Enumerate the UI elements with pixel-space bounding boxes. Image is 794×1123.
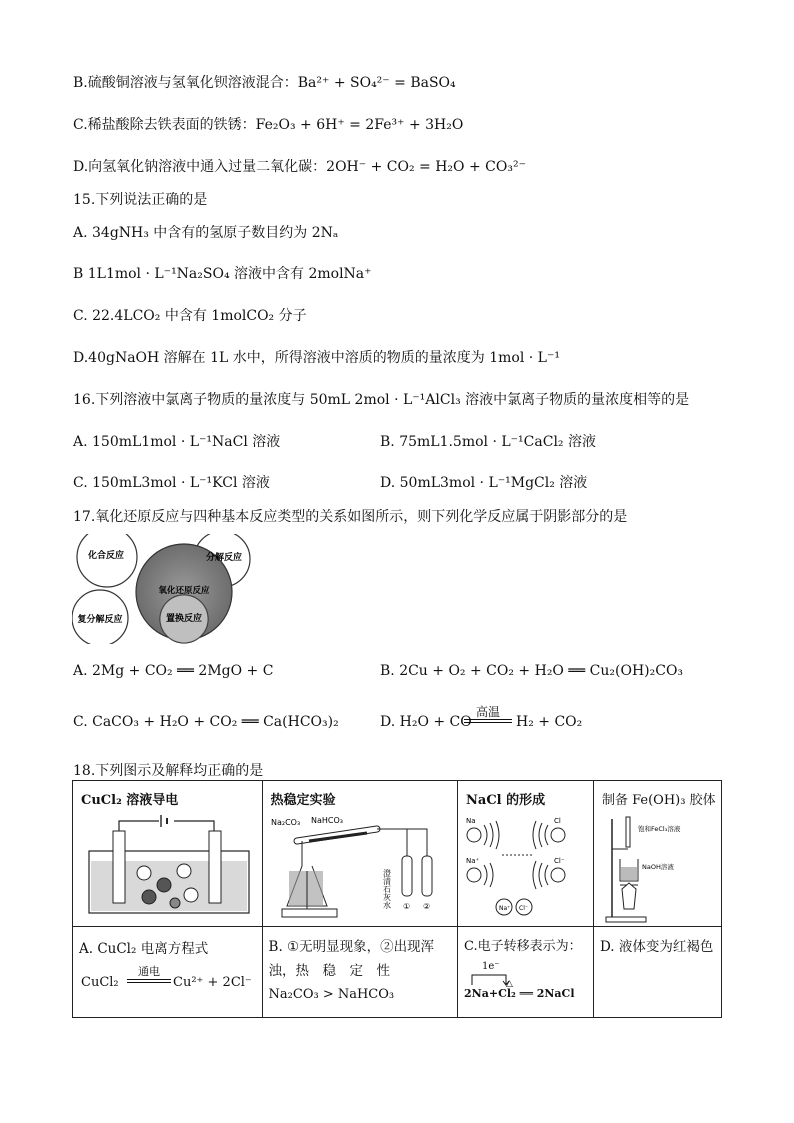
label-decomposition: 分解反应 <box>205 553 243 563</box>
svg-text:Na⁺: Na⁺ <box>466 857 480 865</box>
q17-d-products: H₂ + CO₂ <box>516 714 583 730</box>
eq-a-right: Cu²⁺ + 2Cl⁻ <box>173 975 252 990</box>
q16-option-a: A. 150mL1mol · L⁻¹NaCl 溶液 <box>73 434 281 450</box>
label-nahco3: NaHCO₃ <box>310 816 343 825</box>
q15-option-d: D.40gNaOH 溶解在 1L 水中，所得溶液中溶质的物质的量浓度为 1mol · L⁻¹ <box>73 350 560 366</box>
label-double-displacement: 复分解反应 <box>77 615 123 625</box>
colloid-figure <box>598 809 718 925</box>
q15-option-b: B 1L1mol · L⁻¹Na₂SO₄ 溶液中含有 2molNa⁺ <box>73 266 372 282</box>
cell-colloid-figure <box>593 781 721 927</box>
q14-option-c: C.稀盐酸除去铁表面的铁锈：Fe₂O₃ + 6H⁺ = 2Fe³⁺ + 3H₂O <box>73 117 464 133</box>
svg-text:Na⁺: Na⁺ <box>499 905 511 912</box>
label-tube-2: ② <box>422 902 430 911</box>
electrolysis-figure <box>79 811 259 921</box>
q15-stem: 15.下列说法正确的是 <box>73 192 208 208</box>
q14-option-d: D.向氢氧化钠溶液中通入过量二氧化碳：2OH⁻ + CO₂ = H₂O + CO₃²⁻ <box>73 159 526 175</box>
eq-a-line <box>127 979 171 980</box>
eq-a-left: CuCl₂ <box>81 975 119 990</box>
option-d-text: D. 液体变为红褐色 <box>599 939 714 955</box>
label-fecl3: 饱和FeCl₃溶液 <box>637 825 681 833</box>
cell-option-a <box>73 927 263 1018</box>
option-b-text: B. ①无明显现象，②出现浑浊，热 稳 定 性 <box>268 939 435 979</box>
q17-option-a: A. 2Mg + CO₂ ══ 2MgO + C <box>73 663 274 679</box>
svg-text:Cl: Cl <box>554 817 561 825</box>
electron-arrow <box>466 971 526 987</box>
q14-option-b: B.硫酸铜溶液与氢氧化钡溶液混合：Ba²⁺ + SO₄²⁻ = BaSO₄ <box>73 75 456 91</box>
eq-a-cond: 通电 <box>138 965 160 978</box>
cell-cucl2-figure <box>73 781 263 927</box>
label-limewater: 澄清石灰水 <box>382 869 392 909</box>
cell-option-d <box>593 927 721 1018</box>
header-colloid: 制备 Fe(OH)₃ 胶体 <box>601 793 716 808</box>
q17-d-condition: 高温 <box>475 705 500 719</box>
q17-d-equals-line2 <box>464 722 512 723</box>
svg-text:Cl⁻: Cl⁻ <box>554 857 565 865</box>
label-tube-1: ① <box>402 902 410 911</box>
label-redox: 氧化还原反应 <box>158 586 210 596</box>
reaction-type-venn-diagram <box>72 534 262 644</box>
svg-text:Cl⁻: Cl⁻ <box>519 905 529 912</box>
label-displacement: 置换反应 <box>165 614 203 624</box>
thermal-stability-figure <box>267 811 455 923</box>
cell-nacl-figure <box>458 781 594 927</box>
c-delta: △ <box>506 979 513 989</box>
label-naoh: NaOH溶液 <box>641 863 674 871</box>
svg-text:Na: Na <box>466 817 476 825</box>
q17-d-reactants: D. H₂O + CO <box>380 714 472 730</box>
q16-stem: 16.下列溶液中氯离子物质的量浓度与 50mL 2mol · L⁻¹AlCl₃ 溶液中氯离子物质的量浓度相等的是 <box>73 392 690 408</box>
header-cucl2: CuCl₂ 溶液导电 <box>81 793 179 808</box>
q18-table <box>72 780 722 1018</box>
cell-thermal-figure <box>262 781 457 927</box>
q15-option-c: C. 22.4LCO₂ 中含有 1molCO₂ 分子 <box>73 308 307 324</box>
q16-option-c: C. 150mL3mol · L⁻¹KCl 溶液 <box>73 475 270 491</box>
q17-option-b: B. 2Cu + O₂ + CO₂ + H₂O ══ Cu₂(OH)₂CO₃ <box>380 663 684 679</box>
eq-a-line2 <box>127 982 171 983</box>
nacl-formation-figure <box>462 813 590 923</box>
cell-option-b <box>262 927 457 1018</box>
option-c-text: C.电子转移表示为： <box>464 939 582 954</box>
label-na2co3: Na₂CO₃ <box>270 818 300 827</box>
q15-option-a: A. 34gNH₃ 中含有的氢原子数目约为 2Nₐ <box>73 225 339 241</box>
cell-option-c <box>458 927 594 1018</box>
q17-d-equals-line <box>464 719 512 720</box>
q16-option-d: D. 50mL3mol · L⁻¹MgCl₂ 溶液 <box>380 475 588 491</box>
q16-option-b: B. 75mL1.5mol · L⁻¹CaCl₂ 溶液 <box>380 434 596 450</box>
q17-stem: 17.氧化还原反应与四种基本反应类型的关系如图所示，则下列化学反应属于阴影部分的是 <box>73 509 628 525</box>
c-equation: 2Na+Cl₂ ══ 2NaCl <box>464 987 575 1000</box>
header-thermal: 热稳定实验 <box>270 793 336 808</box>
option-a-equation <box>81 963 261 993</box>
option-a-text: A. CuCl₂ 电离方程式 <box>79 941 209 957</box>
header-nacl: NaCl 的形成 <box>466 793 546 808</box>
label-combination: 化合反应 <box>87 551 125 561</box>
option-b-equation: Na₂CO₃ > NaHCO₃ <box>268 987 395 1002</box>
q17-option-c: C. CaCO₃ + H₂O + CO₂ ══ Ca(HCO₃)₂ <box>73 714 339 730</box>
q18-stem: 18.下列图示及解释均正确的是 <box>73 763 264 779</box>
c-electron: 1e⁻ <box>482 961 500 972</box>
